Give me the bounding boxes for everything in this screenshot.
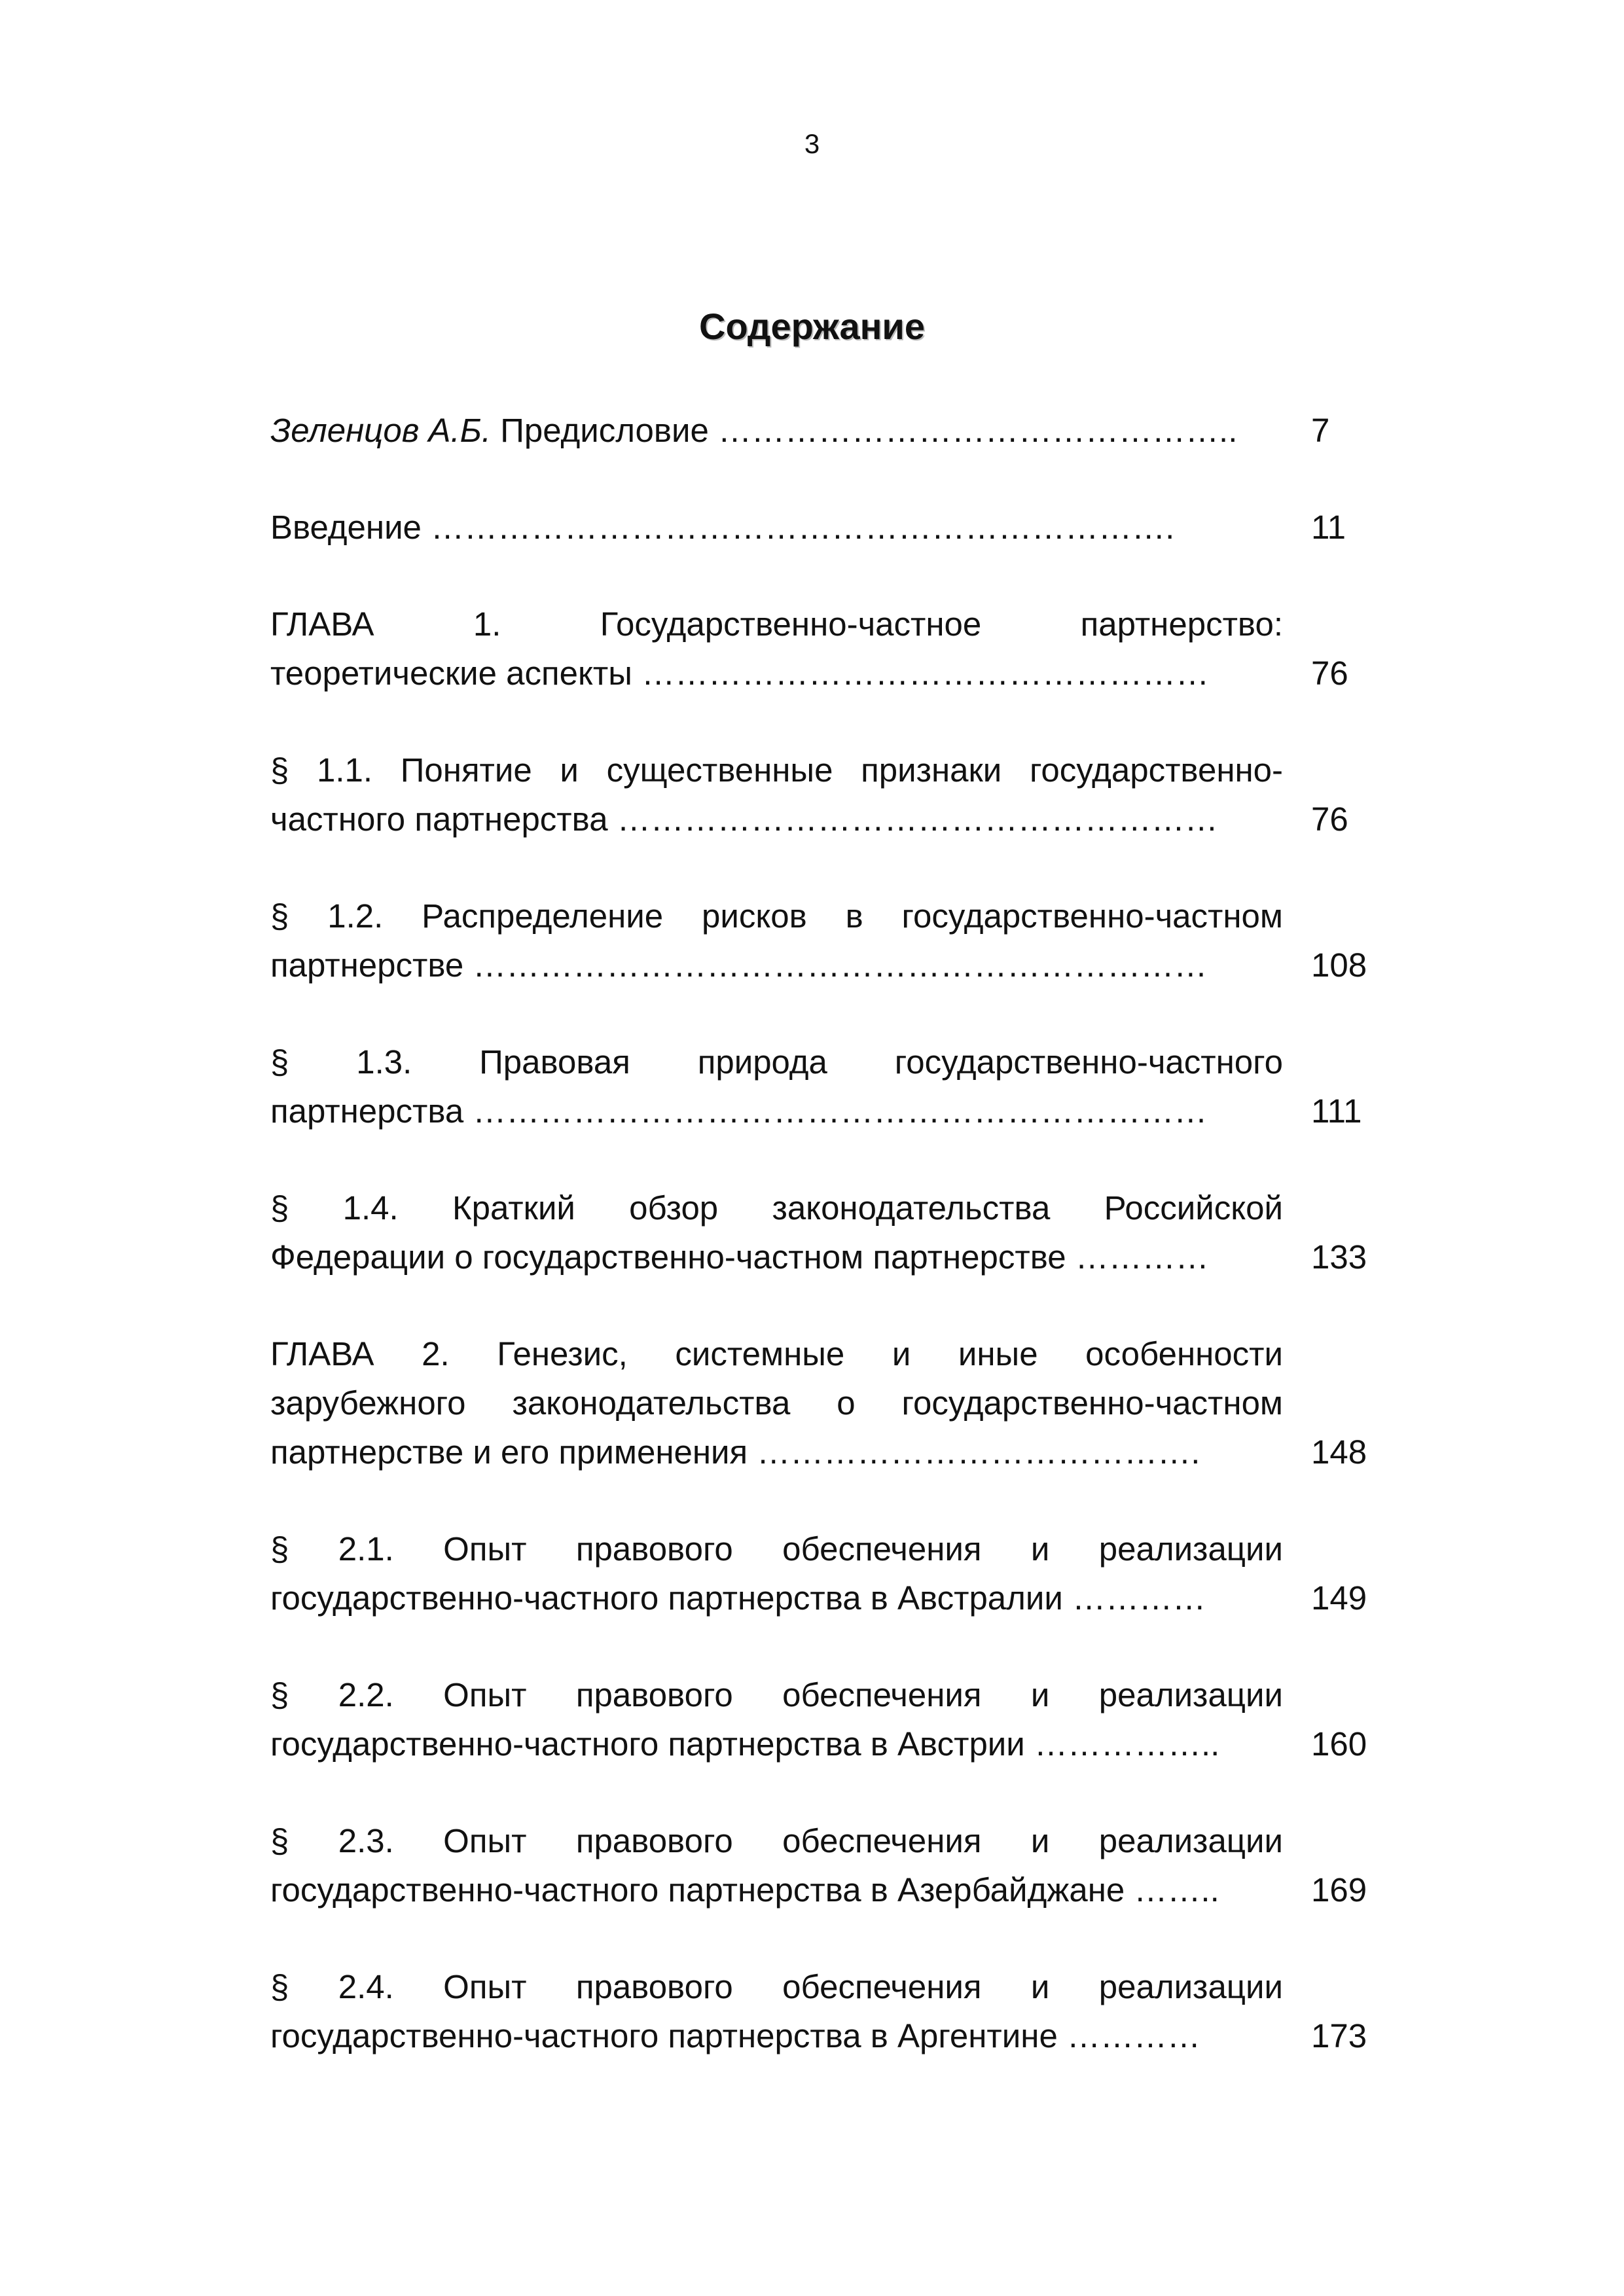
toc-entry-chapter-2	[270, 1329, 1383, 1477]
toc-entry-text: ГЛАВА 2. Генезис, системные и иные особенности	[270, 1335, 1283, 1372]
toc-entry-text: Введение ………………………………………………………….	[270, 509, 1175, 546]
toc-page-number: 111	[1311, 1092, 1362, 1130]
toc-entry-text: § 2.4. Опыт правового обеспечения и реализации	[270, 1968, 1283, 2005]
toc-page-number: 160	[1311, 1725, 1367, 1763]
page-number: 3	[804, 128, 820, 159]
table-of-contents	[270, 406, 1383, 2108]
toc-entry-section-2-1	[270, 1524, 1383, 1623]
toc-entry-text: § 2.1. Опыт правового обеспечения и реализации	[270, 1530, 1283, 1568]
toc-entry-text: Предисловие ………………………………………..	[491, 412, 1238, 449]
toc-page-number: 7	[1311, 412, 1330, 449]
toc-page-number: 148	[1311, 1433, 1367, 1471]
toc-page-number: 76	[1311, 800, 1348, 838]
toc-entry-text: § 1.3. Правовая природа государственно-частного	[270, 1043, 1283, 1081]
toc-entry-text: государственно-частного партнерства в Австрии ……………..	[270, 1725, 1220, 1763]
toc-entry-section-1-2	[270, 891, 1383, 990]
toc-page-number: 133	[1311, 1238, 1367, 1276]
toc-entry-text: партнерства …………………………………………………………	[270, 1092, 1208, 1130]
toc-page-number: 173	[1311, 2017, 1367, 2054]
toc-entry-section-1-3	[270, 1037, 1383, 1136]
toc-entry-section-2-2	[270, 1670, 1383, 1768]
page-title: Содержание	[699, 306, 925, 347]
toc-entry-text: теоретические аспекты ……………………………………………	[270, 655, 1210, 692]
toc-entry-text: § 2.2. Опыт правового обеспечения и реализации	[270, 1676, 1283, 1713]
toc-entry-introduction	[270, 503, 1383, 552]
toc-page-number: 11	[1311, 509, 1346, 546]
toc-page-number: 108	[1311, 946, 1367, 984]
toc-entry-text: § 1.1. Понятие и существенные признаки государственно-	[270, 751, 1283, 789]
toc-entry-text: партнерстве и его применения ………………………………….	[270, 1433, 1200, 1471]
toc-page-number: 169	[1311, 1871, 1367, 1909]
toc-entry-section-1-1	[270, 745, 1383, 844]
toc-entry-section-1-4	[270, 1183, 1383, 1282]
toc-entry-section-2-3	[270, 1816, 1383, 1914]
toc-entry-text: § 2.3. Опыт правового обеспечения и реализации	[270, 1822, 1283, 1859]
toc-entry-text: § 1.2. Распределение рисков в государственно-частном	[270, 897, 1283, 935]
toc-entry-text: частного партнерства ………………………………………………	[270, 800, 1218, 838]
toc-entry-text: партнерстве …………………………………………………………	[270, 946, 1208, 984]
toc-entry-text: государственно-частного партнерства в Азербайджане ……..	[270, 1871, 1219, 1909]
toc-entry-foreword	[270, 406, 1383, 455]
toc-entry-text: ГЛАВА 1. Государственно-частное партнерство:	[270, 605, 1283, 643]
toc-entry-text: государственно-частного партнерства в Австралии …………	[270, 1579, 1206, 1617]
toc-entry-chapter-1	[270, 600, 1383, 698]
toc-page-number: 76	[1311, 655, 1348, 692]
toc-entry-text: Федерации о государственно-частном партнерстве …………	[270, 1238, 1209, 1276]
toc-entry-text: государственно-частного партнерства в Аргентине …………	[270, 2017, 1200, 2054]
toc-author: Зеленцов А.Б.	[270, 412, 492, 449]
toc-entry-section-2-4	[270, 1962, 1383, 2060]
toc-entry-text: § 1.4. Краткий обзор законодательства Российской	[270, 1189, 1283, 1227]
toc-page-number: 149	[1311, 1579, 1367, 1617]
toc-entry-text: зарубежного законодательства о государственно-частном	[270, 1384, 1283, 1422]
